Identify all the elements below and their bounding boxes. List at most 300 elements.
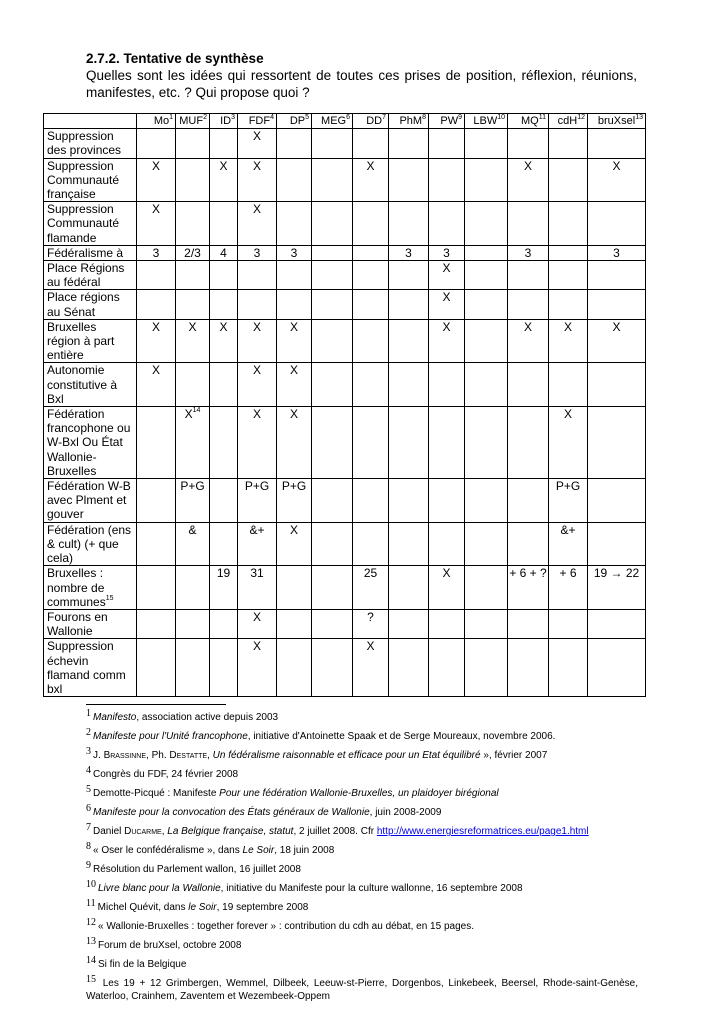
- table-cell: [238, 363, 277, 407]
- row-label-text: Fédération francophone ou W-Bxl Ou État Wallonie-Bruxelles: [47, 407, 131, 478]
- column-label: PW: [440, 115, 459, 127]
- table-cell: [465, 609, 508, 638]
- table-cell: [137, 261, 176, 290]
- table-row: [44, 158, 646, 202]
- table-cell: [465, 479, 508, 523]
- footnote: [86, 728, 638, 743]
- synthesis-table: [43, 113, 646, 697]
- table-row: [44, 479, 646, 523]
- table-row: [44, 407, 646, 479]
- table-cell: [465, 129, 508, 158]
- table-cell: [137, 479, 176, 523]
- table-cell: [312, 245, 353, 260]
- column-label: LBW: [473, 115, 498, 127]
- table-cell: [549, 407, 588, 479]
- table-cell: [389, 129, 429, 158]
- table-cell: [549, 202, 588, 246]
- column-label: cdH: [557, 115, 578, 127]
- table-cell: [508, 319, 549, 363]
- cell-value: &+: [249, 522, 265, 537]
- footnote-text: Michel Quévit, dans: [97, 902, 189, 914]
- footnote-ref: 11: [538, 114, 546, 121]
- table-cell: [210, 129, 238, 158]
- footnote-ref: 8: [422, 114, 426, 121]
- row-label-text: Suppression Communauté française: [47, 158, 120, 202]
- table-cell: [389, 566, 429, 610]
- column-header: [549, 114, 588, 129]
- footnote-number: 9: [86, 860, 91, 872]
- footnote-text: Forum de bruXsel, octobre 2008: [98, 940, 242, 952]
- column-label: MEG: [321, 115, 347, 127]
- cell-value: X: [289, 319, 298, 334]
- table-cell: [137, 566, 176, 610]
- table-cell: [588, 158, 646, 202]
- row-label: [44, 245, 137, 260]
- table-cell: [137, 129, 176, 158]
- footnote-number: 1: [86, 708, 91, 720]
- column-label: ID: [220, 115, 232, 127]
- table-cell: [549, 566, 588, 610]
- cell-value: X: [563, 407, 572, 422]
- table-cell: [312, 363, 353, 407]
- footnote-title: Livre blanc pour la Wallonie: [98, 883, 221, 895]
- table-row: [44, 129, 646, 158]
- cell-value: P+G: [555, 479, 581, 494]
- table-cell: [429, 407, 465, 479]
- table-cell: [549, 479, 588, 523]
- table-cell: [508, 245, 549, 260]
- table-cell: [353, 639, 389, 697]
- column-header: [277, 114, 312, 129]
- table-cell: [137, 363, 176, 407]
- section-heading: 2.7.2. Tentative de synthèse: [86, 51, 264, 66]
- footnote-title: Le Soir: [242, 845, 275, 857]
- cell-value: + 6: [559, 566, 577, 581]
- table-cell: [238, 609, 277, 638]
- table-cell: [465, 261, 508, 290]
- column-label: DD: [366, 115, 383, 127]
- cell-value: X: [252, 202, 261, 217]
- row-label: [44, 639, 137, 697]
- cell-value: 4: [220, 245, 227, 260]
- table-cell: [353, 290, 389, 319]
- column-label: FDF: [248, 115, 271, 127]
- cell-value: + 6 + ?: [509, 566, 547, 581]
- column-header: [137, 114, 176, 129]
- intro-paragraph: Quelles sont les idées qui ressortent de toutes ces prises de position, réflexion, réunions, manifestes, etc. ? Qui propose quoi ?: [86, 68, 637, 100]
- footnote-link[interactable]: http://www.energiesreformatrices.eu/page1.html: [376, 826, 589, 838]
- table-cell: [429, 479, 465, 523]
- footnote-author: Ducarme: [124, 826, 162, 838]
- cell-value: P+G: [180, 479, 205, 494]
- table-cell: [389, 609, 429, 638]
- footnote-ref: 4: [270, 114, 274, 121]
- table-cell: [277, 202, 312, 246]
- table-cell: [277, 290, 312, 319]
- table-cell: [176, 158, 210, 202]
- footnote-number: 3: [86, 746, 91, 758]
- row-label: [44, 129, 137, 158]
- cell-value: X: [289, 407, 298, 422]
- footnote: [86, 956, 638, 971]
- table-cell: [508, 522, 549, 566]
- footnote-title: La Belgique française, statut: [167, 826, 294, 838]
- table-row: [44, 319, 646, 363]
- cell-value: 19 → 22: [593, 566, 640, 581]
- table-cell: [549, 639, 588, 697]
- table-cell: [465, 245, 508, 260]
- table-cell: [238, 245, 277, 260]
- footnote: [86, 842, 638, 857]
- table-cell: [210, 158, 238, 202]
- table-cell: [429, 202, 465, 246]
- table-cell: [210, 522, 238, 566]
- table-cell: [210, 479, 238, 523]
- footnote-text: , Ph.: [146, 750, 170, 762]
- row-label-text: Suppression des provinces: [47, 129, 122, 158]
- footnote-title: Manifesto: [93, 712, 137, 724]
- table-cell: [508, 609, 549, 638]
- table-cell: [588, 522, 646, 566]
- footnote-ref: 15: [105, 594, 114, 602]
- column-label: MQ: [520, 115, 539, 127]
- footnote-number: 4: [86, 765, 91, 777]
- table-cell: [238, 566, 277, 610]
- footnote-ref: 2: [203, 114, 207, 121]
- footnote-number: 5: [86, 784, 91, 796]
- cell-value: X: [366, 158, 375, 173]
- cell-value: P+G: [244, 479, 270, 494]
- footnote-text: , 2 juillet 2008. Cfr: [293, 826, 377, 838]
- footnote: [86, 823, 638, 838]
- footnote-number: 7: [86, 822, 91, 834]
- footnote: [86, 785, 638, 800]
- footnote-author: Destatte: [169, 750, 208, 762]
- table-row: [44, 566, 646, 610]
- column-label: DP: [289, 115, 306, 127]
- table-cell: [176, 129, 210, 158]
- footnote-number: 10: [86, 879, 96, 891]
- table-cell: [508, 639, 549, 697]
- cell-value: X: [252, 639, 261, 654]
- table-cell: [465, 158, 508, 202]
- footnote: [86, 766, 638, 781]
- footnote-title: le Soir: [188, 902, 217, 914]
- footnote: [86, 804, 638, 819]
- footnote-text: ,: [161, 826, 168, 838]
- footnote-text: ,: [207, 750, 213, 762]
- corner-cell: [44, 114, 137, 129]
- table-cell: [465, 290, 508, 319]
- cell-value: 3: [524, 245, 532, 260]
- cell-value: X: [442, 319, 451, 334]
- table-cell: [137, 609, 176, 638]
- table-cell: [389, 245, 429, 260]
- footnote-separator: [86, 704, 226, 705]
- table-cell: [508, 479, 549, 523]
- footnote-number: 13: [86, 936, 96, 948]
- footnote: [86, 861, 638, 876]
- column-label: bruXsel: [597, 115, 636, 127]
- table-cell: [588, 319, 646, 363]
- table-cell: [238, 129, 277, 158]
- table-cell: [210, 609, 238, 638]
- table-cell: [210, 290, 238, 319]
- cell-value: X: [523, 319, 532, 334]
- footnote-text: « Wallonie-Bruxelles : together forever » : contribution du cdh au débat, en 15 pages.: [98, 921, 474, 933]
- table-cell: [549, 245, 588, 260]
- table-cell: [389, 202, 429, 246]
- row-label: [44, 566, 137, 610]
- footnote-author: Brassinne: [103, 750, 147, 762]
- table-cell: [353, 609, 389, 638]
- table-cell: [549, 158, 588, 202]
- table-cell: [210, 639, 238, 697]
- cell-value: X: [252, 158, 261, 173]
- table-cell: [389, 319, 429, 363]
- footnote-ref: 6: [346, 114, 350, 121]
- table-cell: [277, 609, 312, 638]
- table-cell: [277, 566, 312, 610]
- row-label: [44, 319, 137, 363]
- table-cell: [389, 479, 429, 523]
- footnote-number: 6: [86, 803, 91, 815]
- footnote-text: , initiative d'Antoinette Spaak et de Serge Moureaux, novembre 2006.: [247, 731, 556, 743]
- table-cell: [588, 290, 646, 319]
- row-label-text: Bruxelles région à part entière: [47, 319, 115, 363]
- table-cell: [176, 407, 210, 479]
- cell-value: 25: [363, 566, 378, 581]
- table-row: [44, 522, 646, 566]
- table-cell: [176, 363, 210, 407]
- table-cell: [389, 522, 429, 566]
- cell-value: 3: [405, 245, 412, 260]
- table-cell: [137, 202, 176, 246]
- table-cell: [353, 566, 389, 610]
- footnote-ref: 7: [382, 114, 386, 121]
- table-cell: [429, 319, 465, 363]
- footnote-ref: 10: [497, 114, 505, 121]
- row-label-text: Fédération (ens & cult) (+ que cela): [47, 522, 132, 566]
- table-cell: [353, 407, 389, 479]
- footnote-ref: 14: [192, 407, 201, 415]
- table-cell: [312, 479, 353, 523]
- table-cell: [588, 566, 646, 610]
- footnote-text: Daniel: [93, 826, 125, 838]
- table-row: [44, 261, 646, 290]
- table-cell: [176, 479, 210, 523]
- footnote-number: 15: [86, 974, 96, 986]
- footnote: [86, 880, 638, 895]
- table-cell: [137, 290, 176, 319]
- table-row: [44, 363, 646, 407]
- table-cell: [588, 261, 646, 290]
- table-cell: [277, 522, 312, 566]
- table-cell: [210, 245, 238, 260]
- table-cell: [238, 522, 277, 566]
- table-cell: [353, 129, 389, 158]
- table-cell: [429, 158, 465, 202]
- table-cell: [137, 407, 176, 479]
- cell-value: P+G: [281, 479, 307, 494]
- row-label-text: Place Régions au fédéral: [47, 261, 125, 290]
- footnote: [86, 747, 638, 762]
- footnote-ref: 1: [169, 114, 173, 121]
- footnote-text: , association active depuis 2003: [136, 712, 279, 724]
- cell-value: 3: [613, 245, 620, 260]
- cell-value: X: [252, 363, 261, 378]
- table-cell: [353, 202, 389, 246]
- footnote-number: 11: [86, 898, 96, 910]
- table-cell: [238, 290, 277, 319]
- column-header: [176, 114, 210, 129]
- table-cell: [465, 566, 508, 610]
- table-header-row: [44, 114, 646, 129]
- table-cell: [389, 261, 429, 290]
- table-cell: [549, 609, 588, 638]
- row-label: [44, 290, 137, 319]
- footnote-text: , juin 2008-2009: [369, 807, 442, 819]
- table-row: [44, 639, 646, 697]
- table-cell: [312, 202, 353, 246]
- table-cell: [465, 407, 508, 479]
- table-cell: [210, 566, 238, 610]
- table-cell: [588, 639, 646, 697]
- cell-value: X: [151, 158, 160, 173]
- table-cell: [210, 319, 238, 363]
- table-cell: [176, 290, 210, 319]
- table-cell: [465, 363, 508, 407]
- table-cell: [176, 319, 210, 363]
- table-cell: [176, 639, 210, 697]
- cell-value: X: [151, 319, 160, 334]
- column-label: Mo: [153, 115, 170, 127]
- column-header: [210, 114, 238, 129]
- table-cell: [312, 319, 353, 363]
- row-label: [44, 479, 137, 523]
- table-cell: [429, 129, 465, 158]
- footnote-number: 12: [86, 917, 96, 929]
- table-cell: [277, 363, 312, 407]
- table-cell: [429, 245, 465, 260]
- cell-value: 19: [216, 566, 231, 581]
- table-cell: [137, 319, 176, 363]
- table-cell: [588, 479, 646, 523]
- row-label: [44, 363, 137, 407]
- cell-value: X: [151, 363, 160, 378]
- cell-value: 3: [253, 245, 261, 260]
- table-cell: [549, 261, 588, 290]
- footnote-text: , 19 septembre 2008: [216, 902, 309, 914]
- footnote: [86, 899, 638, 914]
- table-cell: [389, 363, 429, 407]
- column-label: PhM: [399, 115, 423, 127]
- table-cell: [238, 202, 277, 246]
- table-cell: [238, 639, 277, 697]
- cell-value: 3: [152, 245, 160, 260]
- cell-value: X: [612, 158, 621, 173]
- row-label-text: Fédéralisme à: [47, 245, 124, 260]
- row-label-text: Fédération W-B avec Plment et gouver: [47, 479, 131, 522]
- table-cell: [353, 245, 389, 260]
- table-cell: [429, 290, 465, 319]
- row-label: [44, 522, 137, 566]
- footnote-text: , 18 juin 2008: [274, 845, 335, 857]
- table-cell: [429, 261, 465, 290]
- table-row: [44, 245, 646, 260]
- column-header: [429, 114, 465, 129]
- cell-value: X: [612, 319, 621, 334]
- footnote-ref: 9: [458, 114, 462, 121]
- row-label: [44, 407, 137, 479]
- table-cell: [353, 479, 389, 523]
- row-label-text: Autonomie constitutive à Bxl: [47, 363, 118, 406]
- cell-value: 3: [290, 245, 298, 260]
- table-cell: [277, 479, 312, 523]
- column-header: [588, 114, 646, 129]
- cell-value: X: [252, 319, 261, 334]
- table-cell: [277, 639, 312, 697]
- cell-value: X: [442, 566, 451, 581]
- table-cell: [508, 129, 549, 158]
- cell-value: X: [252, 129, 261, 144]
- table-cell: [210, 202, 238, 246]
- row-label: [44, 202, 137, 246]
- table-row: [44, 290, 646, 319]
- cell-value: &+: [560, 522, 576, 537]
- table-cell: [277, 245, 312, 260]
- table-row: [44, 609, 646, 638]
- table-cell: [549, 290, 588, 319]
- column-label: MUF: [179, 115, 204, 127]
- table-cell: [238, 407, 277, 479]
- table-cell: [549, 129, 588, 158]
- table-cell: [312, 639, 353, 697]
- footnote-text: , initiative du Manifeste pour la culture wallonne, 16 septembre 2008: [220, 883, 523, 895]
- footnote-title: Un fédéralisme raisonnable et efficace pour un Etat équilibré: [212, 750, 481, 762]
- table-cell: [210, 407, 238, 479]
- table-cell: [353, 319, 389, 363]
- table-cell: [508, 261, 549, 290]
- row-label-text: Place régions au Sénat: [47, 290, 120, 319]
- footnote-text: Si fin de la Belgique: [98, 959, 187, 971]
- footnote-text: « Oser le confédéralisme », dans: [93, 845, 243, 857]
- cell-value: X: [252, 609, 261, 624]
- cell-value: X: [289, 363, 298, 378]
- table-cell: [465, 522, 508, 566]
- table-cell: [588, 363, 646, 407]
- table-cell: [353, 363, 389, 407]
- row-label: [44, 261, 137, 290]
- cell-value: X: [188, 319, 197, 334]
- table-cell: [389, 290, 429, 319]
- cell-value: X: [219, 319, 228, 334]
- footnote: [86, 709, 638, 724]
- footnotes: [86, 709, 638, 1003]
- footnote-text: Congrès du FDF, 24 février 2008: [93, 769, 239, 781]
- table-cell: [389, 407, 429, 479]
- table-cell: [176, 245, 210, 260]
- table-cell: [176, 566, 210, 610]
- table-cell: [210, 261, 238, 290]
- column-header: [353, 114, 389, 129]
- table-cell: [588, 245, 646, 260]
- footnote-title: Manifeste pour la convocation des États généraux de Wallonie: [93, 807, 370, 819]
- footnote-ref: 5: [305, 114, 309, 121]
- column-header: [508, 114, 549, 129]
- footnote-title: Manifeste pour l'Unité francophone: [93, 731, 248, 743]
- row-label-text: Suppression Communauté flamande: [47, 202, 120, 245]
